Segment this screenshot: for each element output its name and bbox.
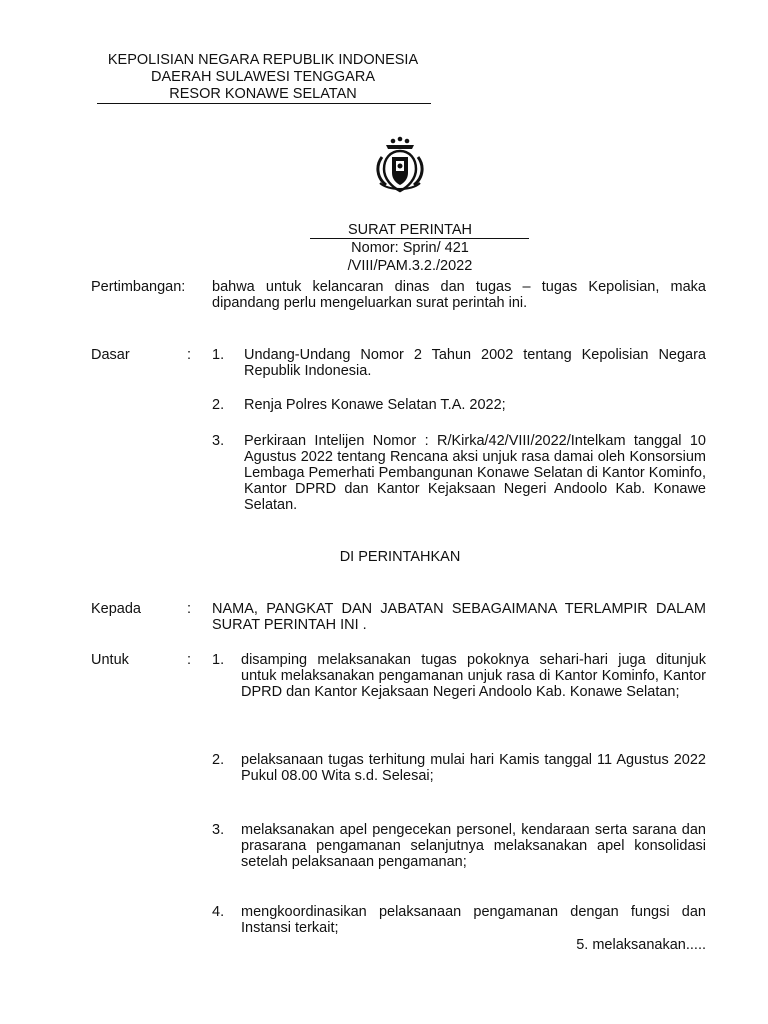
untuk-item-4-num: 4. [212,904,225,920]
dasar-item-3-num: 3. [212,433,225,449]
letterhead-underline [97,103,431,104]
untuk-item-3-text: melaksanakan apel pengecekan personel, kendaraan serta sarana dan prasarana pengamanan selanjutnya melaksanakan apel konsolidasi setelah pelaksanaan pengamanan; [241,822,706,870]
dasar-item-2-num: 2. [212,397,225,413]
untuk-item-1-text: disamping melaksanakan tugas pokoknya sehari-hari juga ditunjuk untuk melaksanakan pengamanan unjuk rasa di Kantor Kominfo, Kantor DPRD dan Kantor Kejaksaan Negeri Andoolo Kab. Konawe Selatan; [241,652,706,700]
untuk-colon: : [187,652,192,668]
kepada-text: NAMA, PANGKAT DAN JABATAN SEBAGAIMANA TERLAMPIR DALAM SURAT PERINTAH INI . [212,601,706,633]
dasar-item-1-num: 1. [212,347,225,363]
dasar-item-2-text: Renja Polres Konawe Selatan T.A. 2022; [244,397,506,413]
untuk-item-3-num: 3. [212,822,225,838]
title-underline [310,238,529,239]
untuk-label: Untuk [91,652,129,668]
letterhead [95,52,431,103]
section-heading: DI PERINTAHKAN [339,549,461,565]
untuk-item-1-num: 1. [212,652,225,668]
pertimbangan-label: Pertimbangan: [91,279,186,295]
dasar-colon: : [187,347,192,363]
continuation-marker: 5. melaksanakan..... [576,937,706,953]
letterhead-line-2: DAERAH SULAWESI TENGGARA [151,69,375,85]
kepada-colon: : [187,601,192,617]
untuk-item-2-text: pelaksanaan tugas terhitung mulai hari Kamis tanggal 11 Agustus 2022 Pukul 08.00 Wita s.d. Selesai; [241,752,706,784]
kepada-label: Kepada [91,601,141,617]
letterhead-line-3: RESOR KONAWE SELATAN [169,86,357,102]
dasar-item-1-text: Undang-Undang Nomor 2 Tahun 2002 tentang Kepolisian Negara Republik Indonesia. [244,347,706,379]
document-title [290,221,530,275]
untuk-item-2-num: 2. [212,752,225,768]
document-type: SURAT PERINTAH [347,222,473,238]
dasar-item-3-text: Perkiraan Intelijen Nomor : R/Kirka/42/VIII/2022/Intelkam tanggal 10 Agustus 2022 tentang Rencana aksi unjuk rasa damai oleh Konsorsium Lembaga Pemerhati Pembangunan Konawe Selatan di Kantor Kominfo, Kantor DPRD dan Kantor Kejaksaan Negeri Andoolo Kab. Konawe Selatan. [244,433,706,513]
untuk-item-4-text: mengkoordinasikan pelaksanaan pengamanan dengan fungsi dan Instansi terkait; [241,904,706,936]
police-emblem-icon [370,135,430,195]
letterhead-line-1: KEPOLISIAN NEGARA REPUBLIK INDONESIA [107,52,419,68]
pertimbangan-text: bahwa untuk kelancaran dinas dan tugas – tugas Kepolisian, maka dipandang perlu mengeluarkan surat perintah ini. [212,279,706,311]
dasar-label: Dasar [91,347,130,363]
document-number: Nomor: Sprin/ 421 /VIII/PAM.3.2./2022 [347,240,473,274]
